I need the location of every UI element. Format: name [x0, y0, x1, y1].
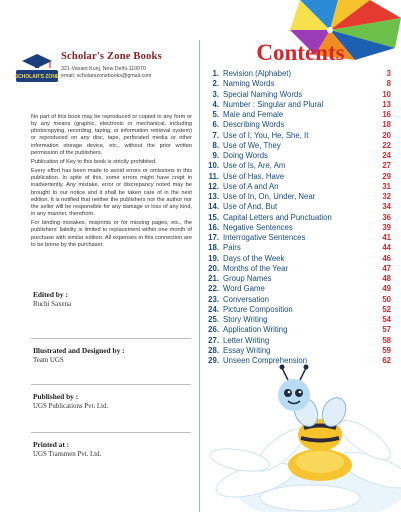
contents-item-page: 59 — [382, 345, 391, 355]
credit-divider — [31, 338, 191, 339]
contents-item — [204, 79, 391, 89]
contents-item — [204, 151, 391, 161]
contents-item — [204, 264, 391, 274]
contents-item — [204, 233, 391, 243]
contents-item-number: 5. — [212, 110, 219, 119]
contents-item-page: 50 — [382, 294, 391, 304]
contents-item-title: Doing Words — [223, 151, 268, 160]
contents-item-page: 36 — [382, 212, 391, 222]
contents-item — [204, 161, 391, 171]
contents-item-number: 25. — [208, 315, 219, 324]
publisher-email: email: scholarszonebooks@gmail.com — [61, 73, 152, 79]
contents-item-page: 34 — [382, 202, 391, 212]
contents-item-page: 32 — [382, 192, 391, 201]
contents-item — [204, 202, 391, 212]
contents-item-page: 8 — [386, 79, 391, 89]
published-by-label: Published by : — [33, 392, 79, 401]
svg-text:SCHOLAR'S ZONE: SCHOLAR'S ZONE — [14, 74, 60, 80]
contents-item-number: 13. — [208, 192, 219, 201]
contents-item-page: 10 — [382, 89, 391, 99]
contents-item-page: 46 — [382, 253, 391, 263]
illustrated-by-value: Team UGS — [33, 357, 64, 364]
contents-item — [204, 213, 391, 223]
contents-item — [204, 284, 391, 294]
contents-item-number: 11. — [208, 171, 219, 181]
legal-paragraph: For binding mistakes, misprints or for missing pages, etc., the publishers' liability is limited to replacement within one month of purchase with similar edition. All expenses in this connection are to be borne by the purchaser. — [31, 220, 192, 248]
contents-item-title: Use of Is, Are, Am — [223, 161, 286, 171]
contents-item-page: 27 — [382, 161, 391, 171]
contents-item — [204, 69, 391, 79]
contents-item-number: 27. — [208, 335, 219, 345]
contents-item-page: 41 — [382, 233, 391, 242]
contents-list — [204, 69, 391, 366]
contents-item-number: 10. — [208, 161, 219, 171]
legal-paragraph: No part of this book may be reproduced or copied in any form or by any means (graphic, electronic or mechanical, including photocopying, recording, taping, or information retrieval system) or reproduced on any disc, tape, perforated media or other information storage device, etc., without the prior written permission of the publishers. — [31, 114, 192, 156]
contents-item-title: Use of We, They — [223, 140, 281, 150]
contents-item-title: Number : Singular and Plural — [223, 99, 324, 109]
contents-item-title: Use of I, You, He, She, It — [223, 130, 309, 140]
contents-item — [204, 192, 391, 202]
contents-item-title: Use of And, But — [223, 202, 278, 212]
illustrated-by-label: Illustrated and Designed by : — [33, 346, 125, 355]
contents-item-page: 39 — [382, 222, 391, 232]
contents-item-page: 62 — [382, 356, 391, 365]
contents-item-number: 24. — [208, 304, 219, 314]
contents-item-page: 47 — [382, 263, 391, 273]
contents-item-number: 29. — [208, 356, 219, 365]
contents-item-page: 18 — [382, 120, 391, 130]
contents-item-number: 17. — [208, 233, 219, 242]
contents-item-page: 31 — [382, 181, 391, 191]
flower-bee-illustration — [200, 340, 401, 512]
contents-item-title: Picture Composition — [223, 304, 293, 314]
contents-item-number: 3. — [212, 89, 219, 99]
contents-item-number: 8. — [212, 140, 219, 150]
contents-item-number: 4. — [212, 99, 219, 109]
contents-item-number: 15. — [208, 212, 219, 222]
contents-item-number: 28. — [208, 345, 219, 355]
publisher-name: Scholar's Zone Books — [61, 51, 162, 62]
contents-item-page: 22 — [382, 140, 391, 150]
contents-item-title: Male and Female — [223, 110, 284, 119]
printed-at-value: UGS Transmen Pvt. Ltd. — [33, 451, 102, 458]
contents-item-title: Group Names — [223, 274, 272, 283]
contents-item-number: 1. — [212, 69, 219, 78]
contents-item-title: Word Game — [223, 284, 265, 294]
contents-item-number: 18. — [208, 243, 219, 253]
contents-item-title: Conversation — [223, 294, 269, 304]
printed-at-label: Printed at : — [33, 440, 70, 449]
contents-item-page: 49 — [382, 284, 391, 294]
contents-item-title: Use of Has, Have — [223, 171, 285, 181]
edited-by-label: Edited by : — [33, 290, 68, 299]
contents-item-title: Negative Sentences — [223, 222, 293, 232]
contents-item-title: Essay Writing — [223, 345, 271, 355]
legal-notice — [31, 114, 192, 251]
publisher-logo — [14, 52, 60, 84]
contents-item-page: 48 — [382, 274, 391, 283]
contents-item-page: 13 — [382, 99, 391, 109]
contents-item-title: Capital Letters and Punctuation — [223, 212, 332, 222]
contents-item-title: Days of the Week — [223, 253, 285, 263]
contents-item-title: Story Writing — [223, 315, 268, 324]
contents-item — [204, 243, 391, 253]
contents-item — [204, 305, 391, 315]
contents-item-number: 9. — [212, 151, 219, 160]
contents-item-title: Letter Writing — [223, 335, 270, 345]
contents-item-title: Months of the Year — [223, 263, 289, 273]
contents-item-number: 6. — [212, 120, 219, 130]
contents-item-title: Use of In, On, Under, Near — [223, 192, 316, 201]
legal-paragraph: Every effort has been made to avoid errors or omissions in this publication. In spite of this, some errors might have crept in inadvertently. Any mistake, error or discrepancy noted may be brought to our notice and it shall be taken care of in the next edition. It is notified that neither the publishers nor the author nor the seller will be responsible for any damage or loss of any kind, in any manner, therefrom. — [31, 168, 192, 218]
contents-item-page: 57 — [382, 325, 391, 335]
contents-item — [204, 90, 391, 100]
contents-item — [204, 295, 391, 305]
contents-item-title: Use of A and An — [223, 181, 279, 191]
contents-item-number: 12. — [208, 181, 219, 191]
contents-item-number: 14. — [208, 202, 219, 212]
contents-item-page: 20 — [382, 130, 391, 140]
contents-item-title: Application Writing — [223, 325, 288, 335]
contents-title: Contents — [256, 40, 345, 65]
contents-item — [204, 315, 391, 325]
contents-item — [204, 110, 391, 120]
contents-item-page: 58 — [382, 335, 391, 345]
contents-item-title: Interrogative Sentences — [223, 233, 306, 242]
legal-paragraph: Publication of Key to this book is strictly prohibited. — [31, 158, 157, 165]
contents-item-number: 21. — [208, 274, 219, 283]
contents-item-number: 16. — [208, 222, 219, 232]
publisher-address: 321-Vasant Kunj, New Delhi-110070 — [61, 66, 146, 72]
contents-item — [204, 182, 391, 192]
contents-item-title: Revision (Alphabet) — [223, 69, 292, 78]
contents-item — [204, 120, 391, 130]
contents-item-number: 19. — [208, 253, 219, 263]
contents-item-number: 22. — [208, 284, 219, 294]
published-by-value: UGS Publications Pvt. Ltd. — [33, 403, 109, 410]
contents-item — [204, 223, 391, 233]
contents-item-title: Special Naming Words — [223, 89, 303, 99]
contents-item — [204, 141, 391, 151]
contents-item-title: Unseen Comprehension — [223, 356, 308, 365]
contents-item-page: 54 — [382, 315, 391, 324]
contents-item — [204, 172, 391, 182]
contents-item-page: 24 — [382, 151, 391, 160]
contents-item-number: 2. — [212, 79, 219, 89]
contents-item — [204, 325, 391, 335]
contents-item-page: 29 — [382, 171, 391, 181]
contents-item-page: 3 — [386, 69, 391, 78]
contents-item — [204, 131, 391, 141]
contents-item — [204, 254, 391, 264]
edited-by-value: Ruchi Saxena — [33, 301, 72, 308]
contents-item — [204, 274, 391, 284]
contents-item-number: 23. — [208, 294, 219, 304]
credit-divider — [31, 384, 191, 385]
contents-item-page: 16 — [382, 110, 391, 119]
contents-item-number: 26. — [208, 325, 219, 335]
contents-item-title: Naming Words — [223, 79, 275, 89]
contents-item — [204, 100, 391, 110]
contents-item-page: 52 — [382, 304, 391, 314]
contents-item-page: 44 — [382, 243, 391, 253]
contents-item-number: 7. — [212, 130, 219, 140]
contents-item-title: Pairs — [223, 243, 241, 253]
contents-item-title: Describing Words — [223, 120, 285, 130]
contents-item-number: 20. — [208, 263, 219, 273]
credit-divider — [31, 432, 191, 433]
